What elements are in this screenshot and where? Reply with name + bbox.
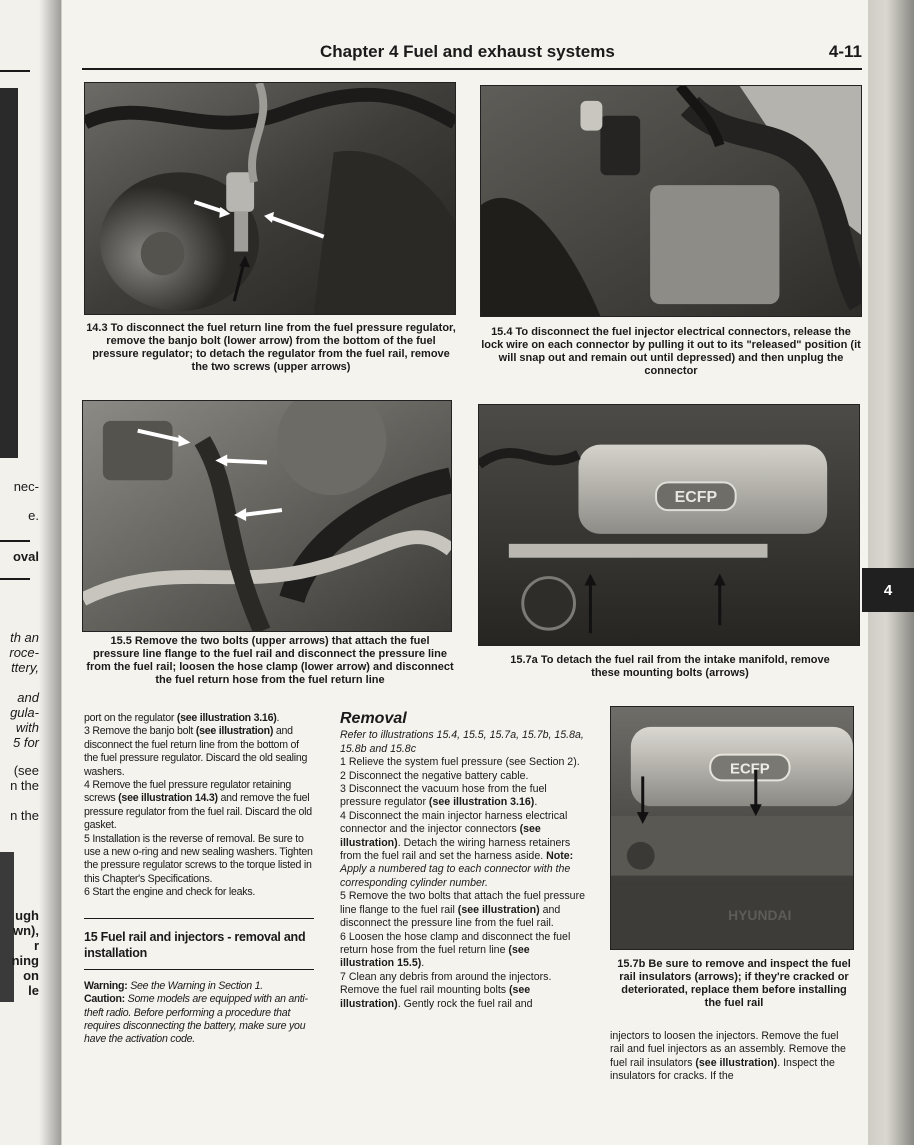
previous-page-text-fragment: and	[17, 690, 39, 705]
chapter-title: Chapter 4 Fuel and exhaust systems	[320, 42, 615, 61]
caption-15-4: 15.4 To disconnect the fuel injector electrical connectors, release the lock wire on each connector by pulling it out to its "released" position (it will snap out and remain out until depressed) and then unplug the connector	[481, 326, 861, 377]
previous-page-text-fragment: e.	[28, 508, 39, 523]
caption-15-5: 15.5 Remove the two bolts (upper arrows) that attach the fuel pressure line flange to the fuel rail and disconnect the pressure line from the fuel rail; loosen the hose clamp (lower arrow) and disconnect the fuel return hose from the fuel return line	[86, 635, 454, 686]
previous-page-rule	[0, 70, 30, 72]
previous-page-rule	[0, 540, 30, 542]
previous-page-text-fragment: with	[15, 720, 39, 735]
previous-page-text-fragment: n the	[10, 808, 39, 823]
photo-15-7b	[610, 706, 854, 950]
previous-page-text-fragment: ttery,	[11, 660, 39, 675]
photo-15-4	[480, 85, 862, 317]
text-column-1: port on the regulator (see illustration 3.16). 3 Remove the banjo bolt (see illustration) and disconnect the fuel return line from the bottom of the fuel pressure regulator. Discard the old sealing washers. 4 Remove the fuel pressure regulator retaining screws (see illustration 14.3) and remove the fuel pressure regulator from the fuel rail. Discard the old gasket. 5 Installation is the reverse of removal. Be sure to use a new o-ring and new sealing washers. Tighten the pressure regulator screws to the torque listed in this Chapter's Specifications. 6 Start the engine and check for leaks. 15 Fuel rail and injectors - removal and installation Warning: See the Warning in Section 1. Caution: Some models are equipped with an anti-theft radio. Before performing a procedure that requires disconnecting the battery, make sure you have the activation code.	[84, 712, 313, 1046]
photo-15-5	[82, 400, 452, 632]
previous-page-text-fragment: on	[23, 968, 39, 983]
previous-page-text-fragment: le	[28, 983, 39, 998]
previous-page-text-fragment: wn),	[13, 923, 39, 938]
header-rule	[82, 68, 862, 70]
previous-page-text-fragment: nec-	[13, 479, 39, 494]
previous-page-text-fragment: (see	[13, 763, 39, 778]
section-rule	[84, 918, 314, 919]
previous-page-text-fragment: gula-	[10, 705, 39, 720]
manifold-logo: ECFP	[730, 761, 770, 778]
caption-15-7a: 15.7a To detach the fuel rail from the intake manifold, remove these mounting bolts (arrows)	[510, 654, 830, 679]
removal-heading: Removal	[340, 710, 407, 727]
text-column-3: injectors to loosen the injectors. Remove the fuel rail and fuel injectors as an assembly. Remove the fuel rail insulators (see illustration). Inspect the insulators for cracks. If the	[610, 1030, 846, 1083]
manifold-logo: ECFP	[674, 489, 718, 507]
photo-14-3	[84, 82, 456, 315]
section-rule	[84, 969, 314, 970]
section-heading: 15 Fuel rail and injectors - removal and installation	[84, 929, 306, 960]
previous-page-text-fragment: roce-	[9, 645, 39, 660]
previous-page-text-fragment: 5 for	[12, 735, 39, 750]
caption-15-7b: 15.7b Be sure to remove and inspect the fuel rail insulators (arrows); if they're cracked or deteriorated, replace them before installing the fuel rail	[617, 958, 851, 1009]
page-header	[82, 38, 862, 68]
previous-page-text-fragment: r	[33, 938, 39, 953]
previous-page-text-fragment: th an	[10, 630, 39, 645]
previous-page-rule	[0, 578, 30, 580]
text-column-2: Removal Refer to illustrations 15.4, 15.5, 15.7a, 15.7b, 15.8a, 15.8b and 15.8c 1 Relieve the system fuel pressure (see Section 2). 2 Disconnect the negative battery cable. 3 Disconnect the vacuum hose from the fuel pressure regulator (see illustration 3.16). 4 Disconnect the main injector harness electrical connector and the injector connectors (see illustration). Detach the wiring harness retainers from the fuel rail and set the harness aside. Note: Apply a numbered tag to each connector with the corresponding cylinder number. 5 Remove the two bolts that attach the fuel pressure line flange to the fuel rail (see illustration) and disconnect the pressure line from the fuel rail. 6 Loosen the hose clamp and disconnect the fuel return hose from the fuel return line (see illustration 15.5). 7 Clean any debris from around the injectors. Remove the fuel rail mounting bolts (see illustration). Gently rock the fuel rail and	[340, 710, 585, 1010]
page-number: 4-11	[828, 42, 862, 61]
previous-page-text-fragment: n the	[10, 778, 39, 793]
previous-page-text-fragment: ning	[11, 953, 39, 968]
previous-page-photo	[0, 88, 18, 458]
cover-logo: HYUNDAI	[728, 907, 792, 924]
caption-14-3: 14.3 To disconnect the fuel return line from the fuel pressure regulator, remove the banjo bolt (lower arrow) from the bottom of the fuel pressure regulator; to detach the regulator from the fuel rail, remove the two screws (upper arrows)	[86, 322, 456, 373]
chapter-tab: 4	[862, 568, 914, 612]
previous-page-edge	[0, 0, 62, 1145]
previous-page-text-fragment: oval	[12, 549, 39, 564]
previous-page-text-fragment: ugh	[15, 908, 39, 923]
photo-15-7a	[478, 404, 860, 646]
previous-page-photo	[0, 852, 14, 1002]
